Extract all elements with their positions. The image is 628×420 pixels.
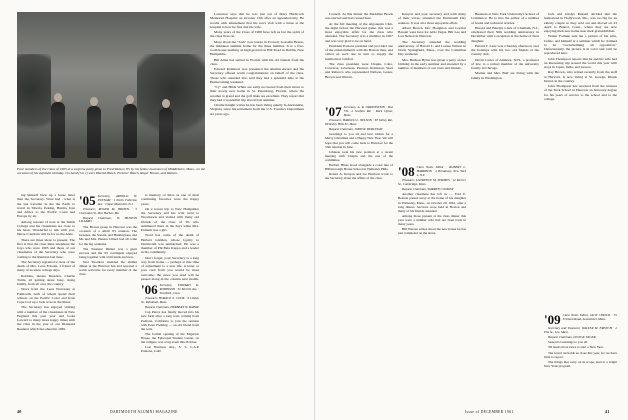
class-09-section [544, 312, 617, 406]
paragraph: Robbins, Oreste Dearden, Charlie Tuttle, all getting alone busy, doing family, from all over the country. [17, 273, 75, 286]
class-treasurer: Treasurer, HAROLD L. NELSON · 83 Valley Rd., Wellesley Hills 81, Mass. [325, 118, 393, 126]
paragraph: Among those present at the class dinner this year were a number who had not been back in many years. [398, 213, 466, 227]
paragraph: The Secretary attended the wedding anniversary of Harold L. and Louise Nelson in North Springfield, Mass., over the Columbus Day weekend. [398, 39, 466, 57]
paragraph: Mrs. Hudson Hylas was given a party on her birthday in the early summer and attended by a number of members of our class and friends. [398, 57, 466, 70]
paragraph: The formal opening of the Edgerton House, the Episcopal Student Center, on the campus, was a big event this October. [141, 331, 199, 345]
paragraph: The Secretary regretted to hear of the death of Mrs. Leon Folsom, a friend of many of us since college days. [17, 259, 75, 273]
class-treasurer: Treasurer, LAURENCE M. SYMMES · 12 Mercer St., Cambridge, Mass. [398, 178, 466, 186]
right-col-2 [398, 12, 466, 162]
class-06-section [141, 282, 199, 406]
paragraph: The Brown group in Hanover was the occasion of a small '05 reunion. The Greenes, the Stuarts, and Huntingtons, and Mr. and Mrs. Huston Lillard had all come for the big weekend. [79, 225, 137, 246]
paragraph: Greetings to you all and best wishes for a Merry Christmas and a Happy New Year. We will hope that you will come back to Hanover for the 55th reunion in June. [325, 132, 393, 149]
class-header [325, 106, 393, 118]
class-treasurer: Secretary and Treasurer, WALTER M. FRENCH · 2 Elm St., Lee, Mass. [544, 326, 617, 334]
paragraph: President Parsons presided and provided one of the entertainments with his Boston men, and called on each one in turn to supply the intellectual comfort. [325, 43, 393, 61]
right-page [314, 0, 628, 420]
class-year: '08 [398, 164, 415, 179]
class-year: '09 [544, 312, 561, 327]
paragraph: Jack and Gladys Russell decided that the homestead in Hollywood, Mo., was too big for an elderly couple so they sold out and moved on 23 April to Bristol, Conn., where they are now enjoying their new home near their grandchildren. [544, 12, 617, 33]
paragraph: "Cy" and Hilda White are sadly recovered from their move to their lovely new home in St. Petersburg, Florida, where the weather is grand and the golf links are excellent. They report that they had a wonderful trip abroad last summer. [210, 85, 304, 102]
photo-tree-left [17, 54, 51, 144]
paragraph: The things that carry on in scope, lead to a bright New York program. [544, 359, 617, 368]
paragraph: Bill Allen has settled in Florida with his old friends from the class. [210, 57, 304, 66]
paragraph: Ned Thornton attended the alumni dinner at the Hanover Inn and reported a warm welcome for every member of the class. [79, 259, 137, 277]
paragraph: The Secretary has enjoyed visiting with a number of the classmates in New England this past year and looks forward to many more happy times with the class in the year of our Diamond Reunion which lies ahead in 1965. [17, 305, 75, 331]
class-treasurer: Treasurer, ROGER M. BROWN · 5 Clarendon St., Bar Harbor, Me. [79, 207, 137, 215]
paragraph: News from the Leon Worcester at Falmouth, both of whom spend their winters on the Pacific Coast and from Cape Cod up a look at us in the Pines. [17, 287, 75, 304]
page-number: 40 [17, 409, 22, 414]
class-header [141, 284, 199, 296]
paragraph: ing himself blew up a horse latter than the Secretary. Ware had . what is the last traveller in the the Earth to travel in Siberia, Peking, Burma, Iran and Africa to the Pacific Coast and Europe by air. [17, 193, 75, 219]
paragraph: Lost Harrison Ave., S. S. C.A.P. Pomona, Calif. [141, 345, 199, 354]
photo-ground [17, 146, 205, 164]
paragraph: Lawrence says that he was just out of Mary Hitchcock Memorial Hospital on October 15th after an appendectomy. He recalls with amusement that his son's visit with a nurse at the hospital is how he first met his wife. [210, 12, 304, 29]
paragraph: Kenyon and your secretary and with many of their wives, attended the Dartmouth Day reunion. It was all a most enjoyable affair. [398, 12, 466, 25]
photo-person-4 [159, 108, 173, 158]
page-number: 41 [605, 409, 610, 414]
right-col-4 [544, 12, 617, 310]
class-05-section [79, 193, 137, 405]
class-agent: Bequest Chairman, LEON R. FAGER [548, 334, 596, 339]
left-col-4 [210, 12, 304, 406]
class-08-section [398, 164, 466, 406]
paragraph: is memory of Inlos as one of their continuing favorites were the happy years. [141, 193, 199, 206]
paragraph: Charlie Knight writes he has been living quietly in Alexandria, Virginia, since his retirement from the U.S. Treasury Department six years ago. [210, 103, 304, 116]
paragraph: Another classmate has left us — Fred E. Benson passed away at the home of his daughter in Wellesley, Mass., on October 20, 1961, after a long illness. Services were held in Boston and many of his friends attended. [398, 192, 466, 213]
paragraph: Don't forget, your Secretary is a long way from home — perhaps at this time of adjustment to a new life. A letter or post card from you would be most welcome; the news you send will be passed along in the column next month. [141, 255, 199, 281]
page-footer: DARTMOUTH ALUMNI MAGAZINE [110, 410, 178, 414]
paragraph: Many years of the Class of 1906 have left us but the spirit of the class lives on. [210, 30, 304, 39]
class-year: '06 [141, 282, 158, 297]
paragraph: Harold T. Lane was a Sunday afternoon over the holidays with his two old friends at the country club. [471, 43, 539, 57]
class-header [79, 195, 137, 207]
class-secretary: Secretary, A. R. ORDENSTEIN · Box 731, 4 Grafton Rd. · Rock Upton, Mass. [343, 105, 393, 117]
paragraph: Robert A. Kenyon and Joe Harrison wrote to the Secretary about the affairs of the class. [325, 172, 393, 181]
paragraph: Johnson took his new position at a recent meeting with Chapin and the rest of the committee. [325, 149, 393, 162]
photo-caption: Four members of the Class of 1905 at a surprise party given to Fred Watson '05 by his fellow townsmen of Middleboro, Mass., on the occasion of his eightieth birthday. On hand (l to r) were Harold Hatch, Fletcher Hatch, Roger Brown, and Watson. [17, 167, 205, 176]
paragraph: Word has come of the death of Herbert Glidden, whose loyalty to Dartmouth was unmatched. He was a member of Phi Beta Kappa and a leader in his community. [141, 233, 199, 255]
photo-person-2 [87, 106, 101, 158]
class-secretary: Secretary, ARNOLD W. PUTNAM · 1 North Fullerton Ave. · Upper Montclair, N.J. [97, 194, 137, 206]
class-photo [17, 12, 205, 164]
left-col-3 [141, 193, 199, 281]
class-header [398, 166, 466, 178]
class-treasurer: Treasurer, HORACE S. COOK · 9 Linden St., Rehoboth, Mass. [141, 296, 199, 304]
paragraph: There are three ideas to present. The first is that the class must telephone the boys who were 1905 and those of our classmates of the Secretary who were coming to the Reunion last June. [17, 237, 75, 259]
paragraph: Marian and Mrs. Bull are living with the family in Washington. [471, 71, 539, 80]
paragraph: Among reasons of note at the Smith College and his classmates are close to his heart. Wonderful to talk with you, Nurse Courtlain will be for us the Aisle. [17, 219, 75, 237]
paragraph: Walter Forman sent me a picture of his wife, Jackie, and himself at a seminar which he claimed to be "overwhelming all opposition." Unfortunately, the picture is in color and can't be reproduced here. [544, 34, 617, 56]
paragraph: On a recent trip to New Hampshire the Secretary and his wife went to Woodstock and visited with many old friends of the class of '05 who summered there in the days when Mrs. Putnam was a girl. [141, 206, 199, 232]
paragraph: Season's Greetings to you all. [548, 340, 589, 345]
class-agent: Bequest Chairman, HERBERT W. RAINIE [145, 304, 199, 309]
paragraph: Herbert Hines stood alongside a coast line of Hillsborough House School in Wellesley Hills. [325, 163, 393, 172]
paragraph: John Thompson has received from the trustees of the Tuck School in Hanover an honorary degree for his years of service to the school and to the college. [544, 84, 617, 101]
right-col-1 [325, 12, 393, 104]
class-secretary: Class Notes Editor · ROBERT L. HARRISON · 2 Broadway, New York 4, N.Y. [416, 165, 466, 177]
class-year: '05 [79, 193, 96, 208]
photo-person-1 [51, 102, 65, 158]
paragraph: Cap Pierce has finally moved into his new farm after a long wait, coming from Pomona, California to join the reunion with Peter Fleming — an old friend from the west. [141, 310, 199, 331]
paragraph: Ray Brown, who retired recently from the staff at Harvard, is now living at St. George, Rhode Island, in the country. [544, 70, 617, 83]
page-footer: Issue of DECEMBER 1961 [465, 410, 514, 414]
class-agent: Bequest Chairman, W. HUSTON LILLARD [79, 215, 137, 224]
paragraph: '09 needs more news to start a New Year. [548, 345, 604, 350]
class-secretary: Secretary, EDWARD K. ROBINSON · 32 Merritt Ave. · Stratford, Conn. [159, 283, 199, 295]
paragraph: Edward Robinson was presented the Alumni Award and the Secretary offered warm congratulations on behalf of the class. Those who attended also said they had a splendid time at the Homecoming weekend. [210, 67, 304, 84]
class-agent: Bequest Chairman, WARREN COOKER [402, 186, 454, 191]
paragraph: The travel rut holds us close this year, for we have little to report. [544, 350, 617, 359]
left-col-1 [17, 193, 75, 405]
class-year: '07 [325, 104, 342, 119]
paragraph: Business at New York University's School of Commerce. He is also the author of a number of books and technical articles. [471, 12, 539, 25]
paragraph: Albert Brown, Doc Houghton and Gordon Bassett were here for Aldo Vegas, Bill Lee and Lou Nelson in Hanover. [398, 25, 466, 39]
paragraph: David Carter of Amherst, N.H., a professor of law, is a retired member of the university faculty in Chicago. [471, 57, 539, 70]
paragraph: The class president were Chapin, Coho, Converse, Levenson, Pearson, Robinson, Starr and Rebecca who represented Nailson, Lester, Brown and Warren. [325, 61, 393, 79]
paragraph: Bill Warren writes about the new house he has just completed on the shore. [398, 227, 466, 236]
right-col-3 [471, 12, 539, 406]
paragraph: Council. At this dinner the Madaline Brook was elected and had ceased here. [325, 12, 393, 21]
class-secretary: Class Notes Editor, JACK CHILDS · 55 Fremont Road, Leominster, Mass. [562, 313, 617, 321]
paragraph: John Thompson reports that he and his wife had an interesting trip around the world this year with stops in Japan, India, and Greece. [544, 56, 617, 69]
paragraph: At the fall meeting of the Algonquin Club, the night before the Harvard game, this was a most enjoyable affair for the class who attended. The Secretary was a member in 1907 and was very glad to be on hand. [325, 21, 393, 43]
photo-person-3 [123, 104, 137, 158]
class-header [544, 314, 617, 326]
class-agent: Bequest Chairman, JOHN R. BURLEIGH [329, 126, 383, 131]
paragraph: More about the "Josh" now learns in Trowell, Gosselin House, the mistaken summer home for the three families. It is a five-room house nestling on high ground on Hill Road in Dublin, New Hampshire. [210, 39, 304, 57]
class-07-section [325, 104, 393, 406]
paragraph: The Trustees' Dinner was a great success and the '05 contingent enjoyed being together with old friends and new. [79, 246, 137, 259]
paragraph: Harold and Ethelyn Clark of Chatham, N.J., celebrated their 50th wedding anniversary in December with a reception at the home of their daughter. [471, 25, 539, 43]
